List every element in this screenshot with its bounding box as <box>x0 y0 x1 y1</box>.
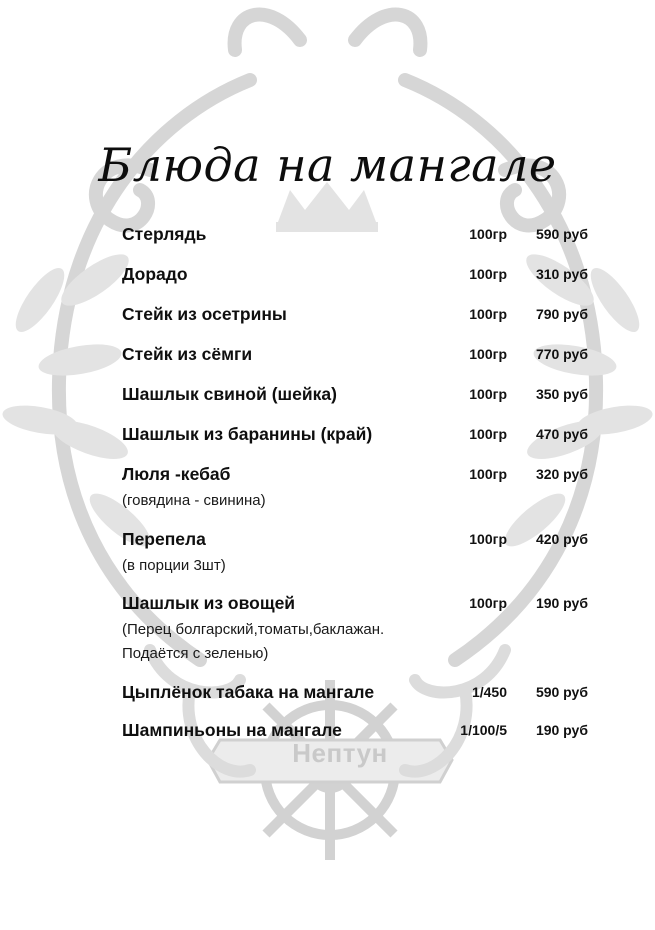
page-title: Блюда на мангале <box>98 138 557 192</box>
item-price: 790 руб <box>535 306 588 322</box>
item-description: (говядина - свинина) <box>122 492 266 509</box>
item-price: 590 руб <box>535 226 588 242</box>
item-price: 770 руб <box>535 346 588 362</box>
item-description-line2: Подаётся с зеленью) <box>122 645 269 662</box>
item-price: 350 руб <box>535 386 588 402</box>
item-name: Шашлык свиной (шейка) <box>122 384 337 404</box>
item-price: 310 руб <box>535 266 588 282</box>
item-name: Шашлык из баранины (край) <box>122 424 373 444</box>
item-weight: 1/450 <box>471 684 507 700</box>
item-price: 320 руб <box>535 466 588 482</box>
item-name: Цыплёнок табака на мангале <box>122 682 375 702</box>
item-name: Шашлык из овощей <box>122 593 296 613</box>
item-price: 420 руб <box>535 531 588 547</box>
item-name: Стейк из сёмги <box>122 344 253 364</box>
item-name: Люля -кебаб <box>122 464 231 484</box>
item-weight: 100гр <box>469 531 507 547</box>
item-name: Стерлядь <box>122 224 207 244</box>
item-price: 190 руб <box>535 595 588 611</box>
item-name: Стейк из осетрины <box>122 304 287 324</box>
item-weight: 100гр <box>469 226 507 242</box>
item-description: (Перец болгарский,томаты,баклажан. <box>122 621 385 638</box>
item-weight: 100гр <box>469 386 507 402</box>
item-price: 590 руб <box>535 684 588 700</box>
item-name: Перепела <box>122 529 206 549</box>
item-price: 470 руб <box>535 426 588 442</box>
item-weight: 1/100/5 <box>460 722 507 738</box>
item-weight: 100гр <box>469 346 507 362</box>
item-description: (в порции 3шт) <box>122 557 226 574</box>
item-name: Дорадо <box>122 264 188 284</box>
item-weight: 100гр <box>469 306 507 322</box>
item-weight: 100гр <box>469 426 507 442</box>
item-weight: 100гр <box>469 466 507 482</box>
item-weight: 100гр <box>469 595 507 611</box>
item-weight: 100гр <box>469 266 507 282</box>
item-name: Шампиньоны на мангале <box>122 720 342 740</box>
watermark-text: Нептун <box>292 738 388 768</box>
item-price: 190 руб <box>535 722 588 738</box>
